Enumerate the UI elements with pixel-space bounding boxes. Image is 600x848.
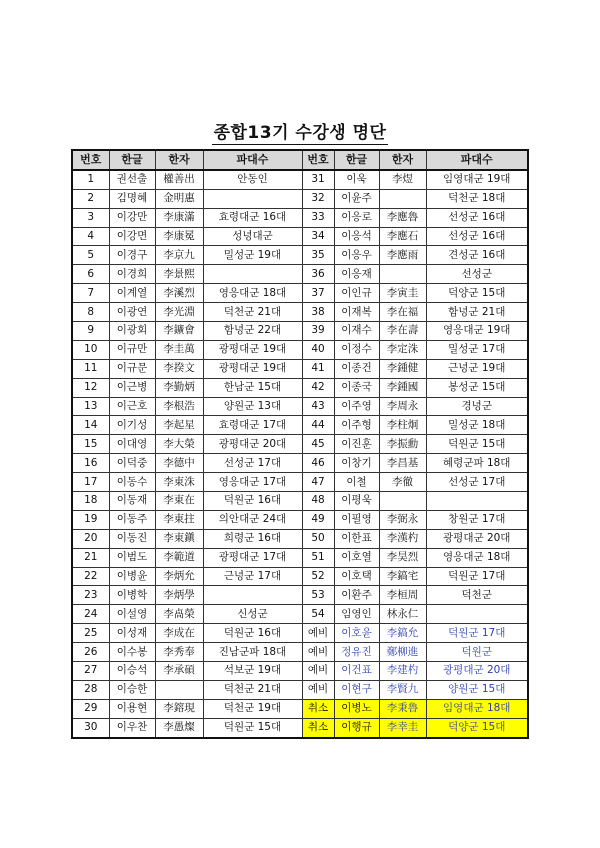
student-name-hangul: 이한표 [334, 529, 379, 548]
student-name-hanja [379, 189, 426, 208]
student-name-hangul: 이근호 [109, 397, 155, 416]
student-name-hanja: 李成在 [155, 624, 203, 643]
student-lineage: 광평대군 19대 [203, 359, 302, 378]
student-number: 50 [302, 529, 334, 548]
table-row [72, 548, 528, 567]
student-name-hanja: 李在壽 [379, 322, 426, 341]
student-name-hanja: 李勤炳 [155, 378, 203, 397]
student-name-hangul: 이철 [334, 473, 379, 492]
student-name-hangul: 이응재 [334, 265, 379, 284]
student-number: 2 [72, 189, 109, 208]
student-name-hangul: 이용현 [109, 699, 155, 718]
table-row [72, 284, 528, 303]
student-number: 41 [302, 359, 334, 378]
student-lineage: 덕천군 19대 [203, 699, 302, 718]
student-name-hanja [155, 680, 203, 699]
student-name-hangul: 이대영 [109, 435, 155, 454]
student-number: 예비 [302, 624, 334, 643]
table-row [72, 265, 528, 284]
student-lineage: 효령대군 17대 [203, 416, 302, 435]
student-lineage: 임영대군 18대 [426, 699, 528, 718]
student-name-hangul: 이욱 [334, 170, 379, 189]
student-name-hanja: 鄭柳進 [379, 643, 426, 662]
student-name-hanja: 李鍾健 [379, 359, 426, 378]
student-number: 34 [302, 227, 334, 246]
student-lineage: 덕원군 15대 [203, 718, 302, 737]
student-lineage: 임영대군 19대 [426, 170, 528, 189]
table-row [72, 510, 528, 529]
student-name-hangul: 이재복 [334, 303, 379, 322]
student-number: 20 [72, 529, 109, 548]
student-name-hangul: 이기성 [109, 416, 155, 435]
student-number: 38 [302, 303, 334, 322]
page-title: 종합13기 수강생 명단 [0, 118, 600, 145]
student-name-hangul: 정유진 [334, 643, 379, 662]
student-number: 54 [302, 605, 334, 624]
student-lineage: 덕천군 21대 [203, 680, 302, 699]
table-row [72, 473, 528, 492]
student-number: 3 [72, 208, 109, 227]
student-number: 4 [72, 227, 109, 246]
student-number: 15 [72, 435, 109, 454]
student-lineage: 덕원군 15대 [426, 435, 528, 454]
header-number: 번호 [302, 150, 334, 170]
student-lineage: 선성군 16대 [426, 208, 528, 227]
student-number: 예비 [302, 643, 334, 662]
student-name-hangul: 이평욱 [334, 492, 379, 511]
table-row [72, 586, 528, 605]
student-number: 5 [72, 246, 109, 265]
student-name-hanja: 李幸圭 [379, 718, 426, 737]
student-lineage: 근녕군 19대 [426, 359, 528, 378]
student-lineage: 한남군 15대 [203, 378, 302, 397]
table-row [72, 208, 528, 227]
student-name-hangul: 이환주 [334, 586, 379, 605]
student-name-hanja: 李煜 [379, 170, 426, 189]
student-number: 30 [72, 718, 109, 737]
student-number: 취소 [302, 718, 334, 737]
student-lineage: 봉성군 15대 [426, 378, 528, 397]
student-name-hangul: 이병윤 [109, 567, 155, 586]
student-lineage: 덕원군 16대 [203, 492, 302, 511]
student-number: 11 [72, 359, 109, 378]
student-name-hangul: 이현구 [334, 680, 379, 699]
student-number: 46 [302, 454, 334, 473]
student-number: 10 [72, 340, 109, 359]
student-number: 22 [72, 567, 109, 586]
student-name-hangul: 이행규 [334, 718, 379, 737]
student-name-hanja: 李桓周 [379, 586, 426, 605]
header-lineage: 파대수 [203, 150, 302, 170]
student-name-hanja: 李承碩 [155, 662, 203, 681]
student-lineage: 밀성군 17대 [426, 340, 528, 359]
student-name-hanja: 李賢九 [379, 680, 426, 699]
student-name-hangul: 이재수 [334, 322, 379, 341]
student-name-hangul: 임영인 [334, 605, 379, 624]
student-number: 32 [302, 189, 334, 208]
student-number: 24 [72, 605, 109, 624]
student-name-hanja: 李景熙 [155, 265, 203, 284]
student-name-hanja: 李定洙 [379, 340, 426, 359]
student-name-hangul: 이진훈 [334, 435, 379, 454]
student-lineage: 덕원군 [426, 643, 528, 662]
student-lineage: 의안대군 24대 [203, 510, 302, 529]
student-name-hanja: 李東拄 [155, 510, 203, 529]
student-number: 6 [72, 265, 109, 284]
student-name-hangul: 이종국 [334, 378, 379, 397]
student-number: 16 [72, 454, 109, 473]
student-number: 31 [302, 170, 334, 189]
student-name-hanja: 李揆文 [155, 359, 203, 378]
student-lineage: 덕양군 15대 [426, 718, 528, 737]
student-name-hanja: 權善出 [155, 170, 203, 189]
student-name-hanja: 李應魯 [379, 208, 426, 227]
student-name-hangul: 이경구 [109, 246, 155, 265]
student-number: 25 [72, 624, 109, 643]
student-lineage: 함녕군 22대 [203, 322, 302, 341]
student-name-hangul: 이종건 [334, 359, 379, 378]
student-lineage: 안동인 [203, 170, 302, 189]
student-name-hangul: 이주형 [334, 416, 379, 435]
student-name-hanja: 李鍾國 [379, 378, 426, 397]
table-row [72, 170, 528, 189]
student-lineage: 덕원군 17대 [426, 567, 528, 586]
table-row [72, 662, 528, 681]
student-number: 7 [72, 284, 109, 303]
student-number: 49 [302, 510, 334, 529]
student-number: 9 [72, 322, 109, 341]
student-number: 47 [302, 473, 334, 492]
header-number: 번호 [72, 150, 109, 170]
student-name-hanja: 李德中 [155, 454, 203, 473]
student-lineage: 덕천군 18대 [426, 189, 528, 208]
student-name-hanja: 李應石 [379, 227, 426, 246]
student-lineage [426, 492, 528, 511]
table-row [72, 492, 528, 511]
student-lineage: 광평대군 17대 [203, 548, 302, 567]
student-name-hanja: 金明惠 [155, 189, 203, 208]
student-name-hanja: 李愚燦 [155, 718, 203, 737]
student-lineage: 덕원군 17대 [426, 624, 528, 643]
student-name-hanja: 李鑛會 [155, 322, 203, 341]
student-number: 53 [302, 586, 334, 605]
student-number: 예비 [302, 662, 334, 681]
student-lineage: 광평대군 20대 [426, 529, 528, 548]
student-name-hangul: 이호열 [334, 548, 379, 567]
student-number: 29 [72, 699, 109, 718]
student-name-hanja: 李康滿 [155, 208, 203, 227]
student-lineage: 성녕대군 [203, 227, 302, 246]
student-number: 33 [302, 208, 334, 227]
student-name-hanja [379, 265, 426, 284]
student-lineage: 선성군 [426, 265, 528, 284]
roster-table [71, 149, 529, 739]
student-name-hanja: 李根浩 [155, 397, 203, 416]
table-row [72, 567, 528, 586]
student-name-hangul: 이응로 [334, 208, 379, 227]
student-name-hanja: 李柱炯 [379, 416, 426, 435]
table-row [72, 246, 528, 265]
student-name-hanja: 李秉魯 [379, 699, 426, 718]
student-lineage: 밀성군 19대 [203, 246, 302, 265]
student-number: 예비 [302, 680, 334, 699]
student-number: 12 [72, 378, 109, 397]
student-number: 35 [302, 246, 334, 265]
student-number: 8 [72, 303, 109, 322]
student-lineage: 영응대군 18대 [203, 284, 302, 303]
student-name-hanja: 李康冕 [155, 227, 203, 246]
student-name-hanja: 李東洙 [155, 473, 203, 492]
student-lineage: 광평대군 19대 [203, 340, 302, 359]
student-lineage: 혜령군파 18대 [426, 454, 528, 473]
header-lineage: 파대수 [426, 150, 528, 170]
student-number: 13 [72, 397, 109, 416]
student-number: 42 [302, 378, 334, 397]
student-name-hangul: 이성재 [109, 624, 155, 643]
student-name-hanja: 李應雨 [379, 246, 426, 265]
student-name-hanja: 李東在 [155, 492, 203, 511]
student-lineage: 진남군파 18대 [203, 643, 302, 662]
student-name-hanja: 李漢杓 [379, 529, 426, 548]
student-name-hanja: 李圭萬 [155, 340, 203, 359]
student-lineage: 선성군 17대 [203, 454, 302, 473]
student-number: 1 [72, 170, 109, 189]
student-number: 44 [302, 416, 334, 435]
student-name-hangul: 이우찬 [109, 718, 155, 737]
table-row [72, 416, 528, 435]
student-number: 19 [72, 510, 109, 529]
student-name-hangul: 이규만 [109, 340, 155, 359]
student-number: 17 [72, 473, 109, 492]
student-number: 취소 [302, 699, 334, 718]
student-name-hangul: 이수봉 [109, 643, 155, 662]
student-name-hangul: 이계열 [109, 284, 155, 303]
student-name-hanja: 李鎔現 [155, 699, 203, 718]
header-hangul: 한글 [334, 150, 379, 170]
student-name-hanja: 李昌基 [379, 454, 426, 473]
student-number: 43 [302, 397, 334, 416]
student-name-hangul: 이동수 [109, 473, 155, 492]
student-name-hanja: 李卨榮 [155, 605, 203, 624]
student-lineage: 견성군 16대 [426, 246, 528, 265]
student-name-hanja: 李弼永 [379, 510, 426, 529]
student-number: 26 [72, 643, 109, 662]
student-name-hangul: 이광연 [109, 303, 155, 322]
student-name-hangul: 이응석 [334, 227, 379, 246]
table-row [72, 322, 528, 341]
student-name-hangul: 이설영 [109, 605, 155, 624]
student-lineage: 영응대군 18대 [426, 548, 528, 567]
student-number: 36 [302, 265, 334, 284]
student-number: 52 [302, 567, 334, 586]
student-name-hangul: 이경희 [109, 265, 155, 284]
student-name-hangul: 이강만 [109, 208, 155, 227]
student-name-hanja: 李鎬允 [379, 624, 426, 643]
table-row [72, 699, 528, 718]
student-name-hangul: 이병노 [334, 699, 379, 718]
student-lineage: 석보군 19대 [203, 662, 302, 681]
student-number: 18 [72, 492, 109, 511]
student-name-hangul: 권선출 [109, 170, 155, 189]
student-name-hangul: 이윤주 [334, 189, 379, 208]
student-name-hangul: 이주영 [334, 397, 379, 416]
student-name-hanja: 李徹 [379, 473, 426, 492]
student-name-hanja: 李京九 [155, 246, 203, 265]
table-row [72, 227, 528, 246]
student-lineage: 영응대군 17대 [203, 473, 302, 492]
student-lineage [203, 265, 302, 284]
student-name-hangul: 이건표 [334, 662, 379, 681]
table-row [72, 189, 528, 208]
table-row [72, 605, 528, 624]
student-lineage: 덕천군 21대 [203, 303, 302, 322]
student-name-hangul: 이근병 [109, 378, 155, 397]
student-name-hangul: 이호택 [334, 567, 379, 586]
student-lineage: 경녕군 [426, 397, 528, 416]
student-lineage: 선성군 16대 [426, 227, 528, 246]
student-lineage: 근녕군 17대 [203, 567, 302, 586]
table-row [72, 340, 528, 359]
student-lineage: 선성군 17대 [426, 473, 528, 492]
table-row [72, 435, 528, 454]
table-row [72, 718, 528, 737]
table-row [72, 359, 528, 378]
student-name-hangul: 이승한 [109, 680, 155, 699]
student-name-hanja: 林永仁 [379, 605, 426, 624]
student-lineage: 덕원군 16대 [203, 624, 302, 643]
table-row [72, 454, 528, 473]
table-row [72, 303, 528, 322]
student-name-hanja: 李昊烈 [379, 548, 426, 567]
student-name-hanja: 李寅圭 [379, 284, 426, 303]
student-number: 40 [302, 340, 334, 359]
student-lineage: 광평대군 20대 [203, 435, 302, 454]
student-name-hanja: 李光淵 [155, 303, 203, 322]
student-name-hanja: 李溪烈 [155, 284, 203, 303]
student-name-hanja: 李在福 [379, 303, 426, 322]
student-lineage: 밀성군 18대 [426, 416, 528, 435]
student-lineage: 양원군 13대 [203, 397, 302, 416]
student-name-hangul: 이호윤 [334, 624, 379, 643]
student-number: 51 [302, 548, 334, 567]
student-name-hangul: 이동주 [109, 510, 155, 529]
student-lineage: 덕천군 [426, 586, 528, 605]
student-lineage: 희령군 16대 [203, 529, 302, 548]
table-row [72, 529, 528, 548]
student-name-hangul: 이승석 [109, 662, 155, 681]
student-name-hangul: 이정수 [334, 340, 379, 359]
student-name-hangul: 이동재 [109, 492, 155, 511]
student-number: 39 [302, 322, 334, 341]
student-name-hanja [379, 492, 426, 511]
student-lineage [203, 586, 302, 605]
student-lineage: 신성군 [203, 605, 302, 624]
student-name-hangul: 김명혜 [109, 189, 155, 208]
student-number: 23 [72, 586, 109, 605]
header-hangul: 한글 [109, 150, 155, 170]
student-name-hanja: 李炳允 [155, 567, 203, 586]
student-name-hangul: 이강면 [109, 227, 155, 246]
student-name-hanja: 李範道 [155, 548, 203, 567]
student-name-hanja: 李建杓 [379, 662, 426, 681]
student-number: 45 [302, 435, 334, 454]
header-row [72, 150, 528, 170]
student-lineage: 덕양군 15대 [426, 284, 528, 303]
student-lineage: 영응대군 19대 [426, 322, 528, 341]
student-name-hangul: 이광회 [109, 322, 155, 341]
student-lineage [426, 605, 528, 624]
student-name-hanja: 李秀奉 [155, 643, 203, 662]
student-name-hanja: 李振勳 [379, 435, 426, 454]
student-number: 21 [72, 548, 109, 567]
student-name-hangul: 이병학 [109, 586, 155, 605]
student-lineage: 함녕군 21대 [426, 303, 528, 322]
student-lineage [203, 189, 302, 208]
student-number: 28 [72, 680, 109, 699]
student-number: 27 [72, 662, 109, 681]
header-hanja: 한자 [379, 150, 426, 170]
student-name-hangul: 이동진 [109, 529, 155, 548]
student-name-hanja: 李炳學 [155, 586, 203, 605]
student-name-hangul: 이덕중 [109, 454, 155, 473]
student-number: 37 [302, 284, 334, 303]
student-number: 14 [72, 416, 109, 435]
student-name-hangul: 이범도 [109, 548, 155, 567]
student-lineage: 양원군 15대 [426, 680, 528, 699]
student-name-hangul: 이인규 [334, 284, 379, 303]
student-name-hanja: 李鎬宅 [379, 567, 426, 586]
student-name-hangul: 이창기 [334, 454, 379, 473]
student-name-hanja: 李東鎭 [155, 529, 203, 548]
student-name-hanja: 李大榮 [155, 435, 203, 454]
student-name-hangul: 이응우 [334, 246, 379, 265]
student-lineage: 효령대군 16대 [203, 208, 302, 227]
table-row [72, 680, 528, 699]
table-row [72, 624, 528, 643]
student-name-hanja: 李起星 [155, 416, 203, 435]
student-name-hanja: 李周永 [379, 397, 426, 416]
student-name-hangul: 이필영 [334, 510, 379, 529]
table-row [72, 378, 528, 397]
student-number: 48 [302, 492, 334, 511]
table-row [72, 397, 528, 416]
table-row [72, 643, 528, 662]
student-name-hangul: 이규문 [109, 359, 155, 378]
student-lineage: 창원군 17대 [426, 510, 528, 529]
student-lineage: 광평대군 20대 [426, 662, 528, 681]
header-hanja: 한자 [155, 150, 203, 170]
